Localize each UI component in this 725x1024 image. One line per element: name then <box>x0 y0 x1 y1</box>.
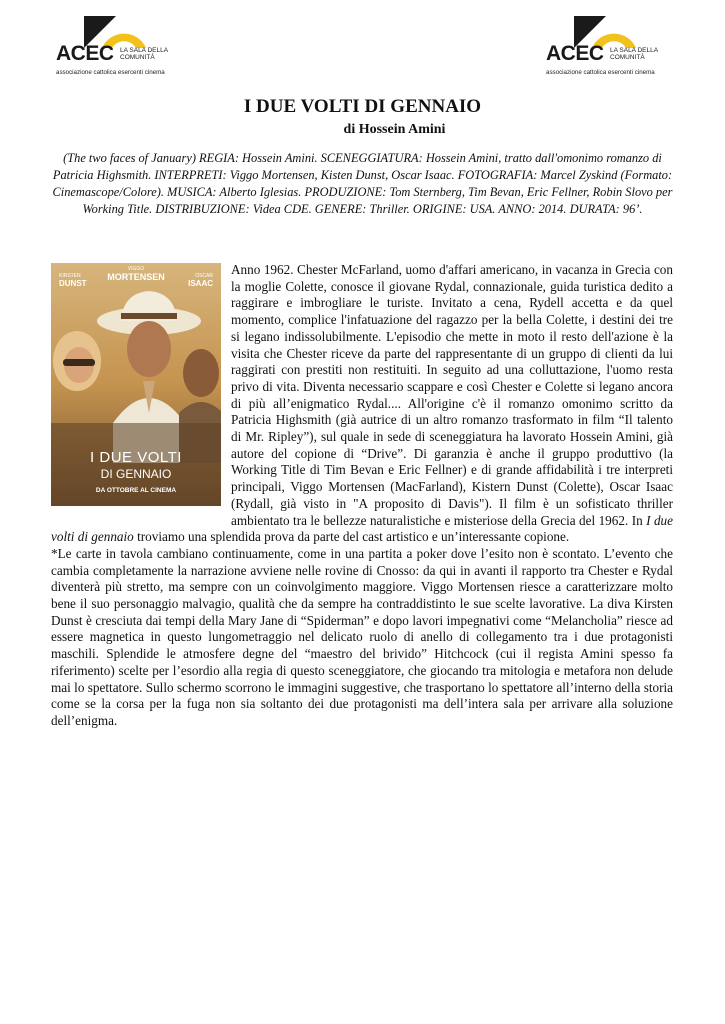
poster-release: DA OTTOBRE AL CINEMA <box>95 487 177 494</box>
logo-acronym: ACEC <box>546 42 604 65</box>
poster-actor-left-first: KIRSTEN <box>59 273 81 279</box>
poster-actor-right: ISAAC <box>188 279 213 288</box>
poster-title-line2: DI GENNAIO <box>100 467 172 481</box>
poster-actor-center: MORTENSEN <box>107 272 165 282</box>
poster-actor-right-first: OSCAR <box>195 273 213 279</box>
review-text <box>51 262 673 730</box>
page-title: I DUE VOLTI DI GENNAIO <box>243 96 482 117</box>
poster-title-line1: I DUE VOLTI <box>90 449 182 466</box>
acec-logo-right <box>546 14 658 78</box>
logo-small-text: LA SALA DELLA COMUNITÀ <box>610 47 658 61</box>
logo-small-text: LA SALA DELLA COMUNITÀ <box>120 47 168 61</box>
logo-tagline: associazione cattolica esercenti cinema <box>56 69 165 76</box>
poster-actor-left: DUNST <box>59 279 87 288</box>
poster-actor-center-first: VIGGO <box>127 266 145 272</box>
review-paragraph-2: *Le carte in tavola cambiano continuamente, come in una partita a poker dove l’esito non è scontato. L’evento che cambia completamente la narrazione avviene nelle rovine di Cnosso: da qui in avanti il rapporto tra Chester e Rydal diventerà più stretto, ma sempre con un coinvolgimento maggiore. Viggo Mortensen riesce a caratterizzare molto bene il suo personaggio malvagio, qualità che da sempre ha contraddistinto le sue scelte lavorative. La diva Kirsten Dunst è cresciuta dai tempi della Mary Jane di “Spiderman” e dopo lavori impegnativi come “Melancholia” riesce ad essere magnetica in questo lungometraggio nel delicato ruolo di anello di collegamento tra i due protagonisti maschili. Splendide le atmosfere degne del “maestro del brivido” Hitchcock (cui il regista Amini spesso fa riferimento) scelte per l’esordio alla regia di questo sceneggiatore, che giocando tra mitologia e metafora non delude mai lo spettatore. Sullo schermo scorrono le immagini suggestive, che trasportano lo spettatore all’interno della storia come se la corsa per la fuga non sia soltanto dei due protagonisti ma dell’intera sala per arrivare alla soluzione dell’enigma. <box>51 545 673 728</box>
film-credits: (The two faces of January) REGIA: Hossein Amini. SCENEGGIATURA: Hossein Amini, tratto dall'omonimo romanzo di Patricia Highsmith. INTERPRETI: Viggo Mortensen, Kisten Dunst, Oscar Isaac. FOTOGRAFIA: Marcel Zyskind (Formato: Cinemascope/Colore). MUSICA: Alberto Iglesias. PRODUZIONE: Tom Sternberg, Tim Bevan, Eric Fellner, Robin Slovo per Working Title. DISTRIBUZIONE: Videa CDE. GENERE: Thriller. ORIGINE: USA. ANNO: 2014. DURATA: 96’. <box>52 151 673 216</box>
director-line: di Hossein Amini <box>343 122 446 137</box>
logo-acronym: ACEC <box>56 42 114 65</box>
acec-logo-left <box>56 14 168 78</box>
logo-tagline: associazione cattolica esercenti cinema <box>546 69 655 76</box>
review-paragraph-1: Anno 1962. Chester McFarland, uomo d'affari americano, in vacanza in Grecia con la moglie Colette, conosce il giovane Rydal, connazionale, guida turistica dedito a raggirare e imbrogliare le turiste. Invitato a cena, Rydell accetta e da quel momento, complice l'infatuazione del ragazzo per la bella Colette, i destini dei tre si legano indissolubilmente. L'episodio che mette in moto il resto dell'azione è la visita che Chester riceve da parte del rappresentante di un gruppo di clienti da lui raggirati con prestiti non restituiti. In seguito ad una colluttazione, l'uomo resta privo di vita. Diventa necessario scappare e così Chester e Colette si legano ancora di più all’enigmatico Rydal.... All'origine c'è il romanzo omonimo scritto da Patricia Highsmith (già autrice di un altro romanzo trasformato in film “Il talento di Mr. Ripley”), sul quale in sede di sceneggiatura ha lavorato Hossein Amini, già autore del copione di “Drive”. Di garanzia è anche il gruppo produttivo (la Working Title di Tim Bevan e Eric Fellner) e di grande affidabilità i tre interpreti principali, Viggo Mortensen (MacFarland), Kistern Dunst (Colette), Oscar Isaac (Rydall, già visto in "A proposito di Davis"). Il film è un sofisticato thriller ambientato tra le bellezze naturalistiche e misteriose della Grecia del 1962. In I due volti di gennaio troviamo una splendida prova da parte del cast artistico e un’interessante copione. <box>51 262 673 545</box>
